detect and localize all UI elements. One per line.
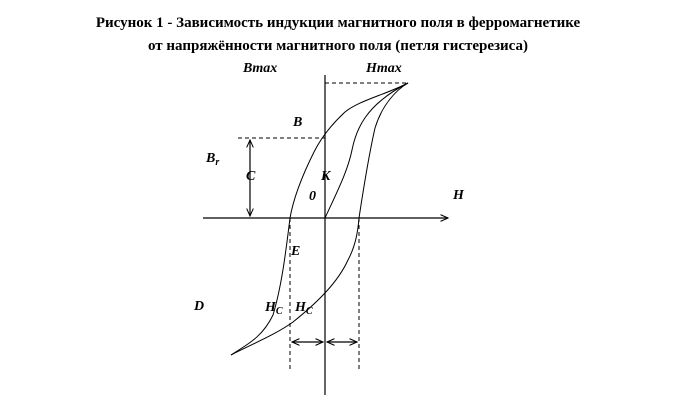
label-br: $B_r$ <box>206 151 220 168</box>
label-hmax: Hmax <box>366 61 402 76</box>
label-e: E <box>291 244 301 259</box>
label-origin: 0 <box>309 189 316 204</box>
label-bmax: Bmax <box>243 61 278 76</box>
label-c: C <box>246 169 256 184</box>
label-d: D <box>194 299 205 314</box>
caption-text-1: - Зависимость индукции магнитного поля в ферромагнетике <box>163 15 581 31</box>
label-h-axis: H <box>453 188 464 203</box>
label-k: K <box>321 169 331 184</box>
label-hc-left: $H_C$ <box>265 300 283 317</box>
hysteresis-upper-branch <box>231 83 408 355</box>
initial-magnetization-curve <box>325 83 408 218</box>
label-hc-right: $H_C$ <box>295 300 313 317</box>
caption-line-2: от напряжённости магнитного поля (петля гистерезиса) <box>147 38 529 54</box>
hysteresis-lower-branch <box>231 83 408 355</box>
label-b: B <box>293 115 303 130</box>
figure-label: Рисунок 1 <box>95 15 164 31</box>
